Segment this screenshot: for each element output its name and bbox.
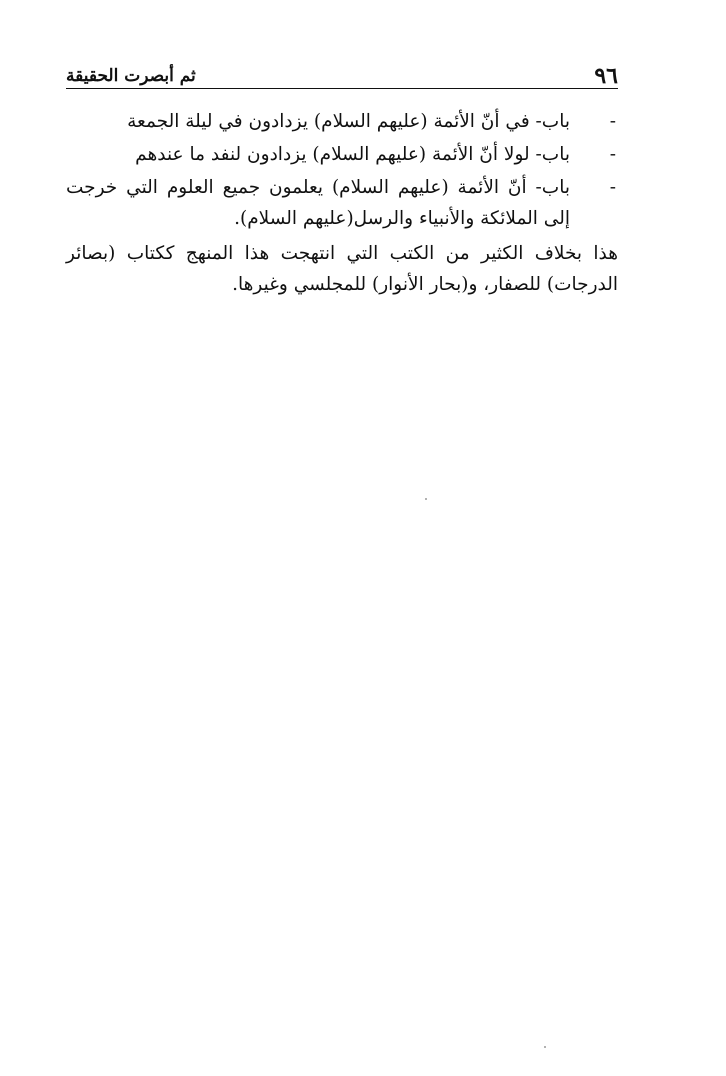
scan-speck xyxy=(544,1046,546,1048)
list-item-text: باب- في أنّ الأئمة (عليهم السلام) يزدادون في ليلة الجمعة xyxy=(127,111,570,132)
list-bullet: - xyxy=(609,177,616,198)
list-item-text: باب- أنّ الأئمة (عليهم السلام) يعلمون جميع العلوم التي خرجت إلى الملائكة والأنبياء والرسل(عليهم السلام). xyxy=(66,177,570,229)
body-paragraph: هذا بخلاف الكثير من الكتب التي انتهجت هذا المنهج ككتاب (بصائر الدرجات) للصفار، و(بحار الأنوار) للمجلسي وغيرها. xyxy=(66,243,618,295)
list-item xyxy=(66,139,618,170)
scan-speck xyxy=(425,498,427,500)
running-title: ثم أبصرت الحقيقة xyxy=(66,66,196,86)
list-item xyxy=(66,172,618,234)
chapter-list xyxy=(66,106,618,234)
page-header xyxy=(66,58,618,88)
page-body xyxy=(66,106,618,300)
list-bullet: - xyxy=(609,144,616,165)
page-number: ٩٦ xyxy=(594,63,618,89)
list-bullet: - xyxy=(609,111,616,132)
list-item-text: باب- لولا أنّ الأئمة (عليهم السلام) يزدادون لنفد ما عندهم xyxy=(135,144,570,165)
header-divider xyxy=(66,88,618,89)
list-item xyxy=(66,106,618,137)
